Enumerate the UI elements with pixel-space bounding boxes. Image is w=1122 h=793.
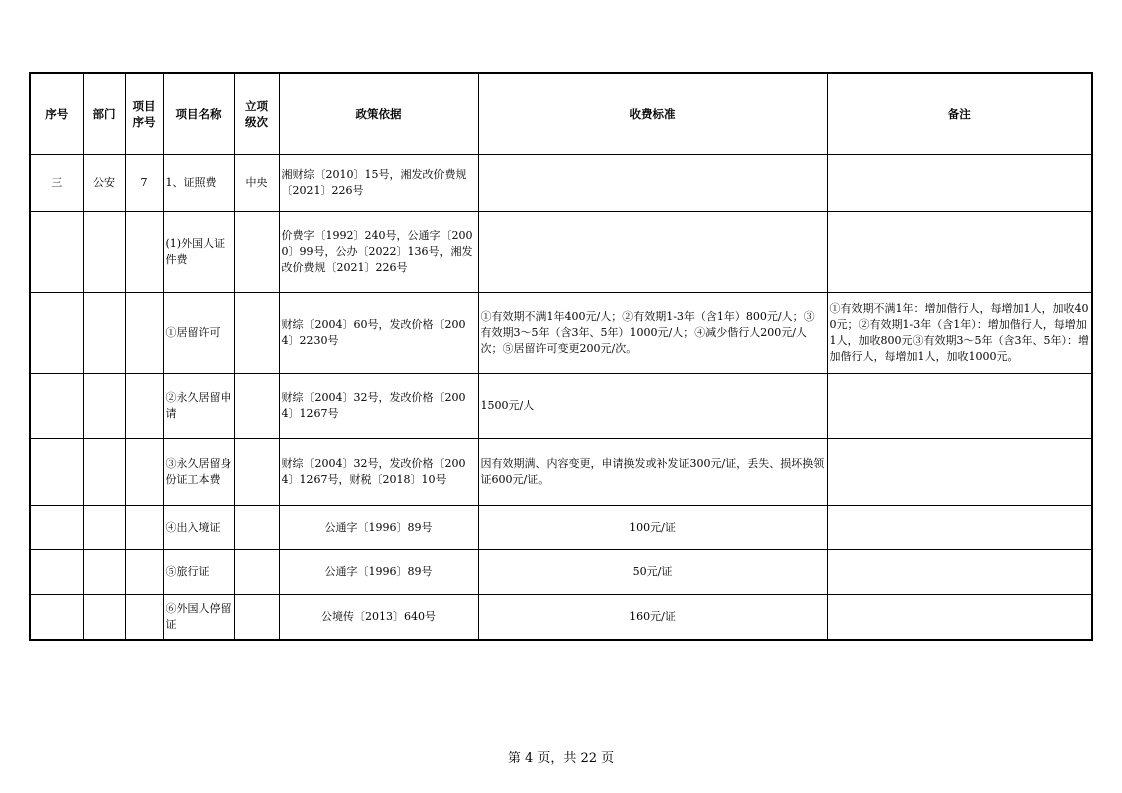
cell-dept: 公安 bbox=[83, 155, 125, 212]
header-cell-name: 项目名称 bbox=[163, 73, 234, 155]
header-cell-note: 备注 bbox=[827, 73, 1092, 155]
cell-standard: 100元/证 bbox=[478, 506, 827, 550]
cell-note bbox=[827, 439, 1092, 506]
table-row bbox=[30, 506, 1092, 550]
header-cell-standard: 收费标准 bbox=[478, 73, 827, 155]
cell-policy: 公通字〔1996〕89号 bbox=[279, 550, 478, 595]
cell-dept bbox=[83, 506, 125, 550]
fee-table bbox=[29, 72, 1093, 641]
cell-dept bbox=[83, 293, 125, 374]
header-row bbox=[30, 73, 1092, 155]
cell-level bbox=[234, 439, 279, 506]
cell-policy: 财综〔2004〕32号，发改价格〔2004〕1267号，财税〔2018〕10号 bbox=[279, 439, 478, 506]
cell-seq bbox=[30, 212, 83, 293]
table-row bbox=[30, 550, 1092, 595]
cell-standard bbox=[478, 155, 827, 212]
cell-note bbox=[827, 374, 1092, 439]
cell-policy: 价费字〔1992〕240号，公通字〔2000〕99号，公办〔2022〕136号，湘发改价费规〔2021〕226号 bbox=[279, 212, 478, 293]
cell-seq bbox=[30, 374, 83, 439]
cell-seq bbox=[30, 595, 83, 640]
cell-level: 中央 bbox=[234, 155, 279, 212]
header-cell-level: 立项 级次 bbox=[234, 73, 279, 155]
cell-seq bbox=[30, 293, 83, 374]
cell-seq: 三 bbox=[30, 155, 83, 212]
cell-name: ③永久居留身份证工本费 bbox=[163, 439, 234, 506]
cell-note: ①有效期不满1年：增加偕行人，每增加1人，加收400元；②有效期1-3年（含1年）：增加偕行人，每增加1人，加收800元③有效期3～5年（含3年、5年）：增加偕行人，每增加1人，加收1000元。 bbox=[827, 293, 1092, 374]
cell-item-no bbox=[125, 374, 163, 439]
cell-level bbox=[234, 293, 279, 374]
table-row bbox=[30, 293, 1092, 374]
cell-name: (1)外国人证件费 bbox=[163, 212, 234, 293]
cell-standard: 因有效期满、内容变更，申请换发或补发证300元/证，丢失、损坏换领证600元/证。 bbox=[478, 439, 827, 506]
table-row bbox=[30, 155, 1092, 212]
cell-note bbox=[827, 550, 1092, 595]
cell-seq bbox=[30, 506, 83, 550]
cell-item-no: 7 bbox=[125, 155, 163, 212]
header-cell-policy: 政策依据 bbox=[279, 73, 478, 155]
cell-dept bbox=[83, 439, 125, 506]
cell-dept bbox=[83, 595, 125, 640]
table-row bbox=[30, 439, 1092, 506]
cell-policy: 公通字〔1996〕89号 bbox=[279, 506, 478, 550]
cell-item-no bbox=[125, 550, 163, 595]
cell-dept bbox=[83, 374, 125, 439]
cell-policy: 财综〔2004〕32号，发改价格〔2004〕1267号 bbox=[279, 374, 478, 439]
cell-item-no bbox=[125, 212, 163, 293]
cell-name: ②永久居留申请 bbox=[163, 374, 234, 439]
header-cell-seq: 序号 bbox=[30, 73, 83, 155]
cell-note bbox=[827, 155, 1092, 212]
cell-standard: 160元/证 bbox=[478, 595, 827, 640]
cell-level bbox=[234, 374, 279, 439]
cell-note bbox=[827, 212, 1092, 293]
table-row bbox=[30, 374, 1092, 439]
cell-item-no bbox=[125, 439, 163, 506]
table-row bbox=[30, 212, 1092, 293]
cell-level bbox=[234, 506, 279, 550]
page-footer: 第 4 页，共 22 页 bbox=[507, 751, 615, 766]
cell-name: ⑤旅行证 bbox=[163, 550, 234, 595]
cell-policy: 财综〔2004〕60号，发改价格〔2004〕2230号 bbox=[279, 293, 478, 374]
cell-standard: 1500元/人 bbox=[478, 374, 827, 439]
cell-item-no bbox=[125, 595, 163, 640]
cell-policy: 公境传〔2013〕640号 bbox=[279, 595, 478, 640]
cell-seq bbox=[30, 550, 83, 595]
cell-item-no bbox=[125, 293, 163, 374]
header-cell-item-no: 项目 序号 bbox=[125, 73, 163, 155]
cell-name: ④出入境证 bbox=[163, 506, 234, 550]
cell-note bbox=[827, 506, 1092, 550]
cell-name: 1、证照费 bbox=[163, 155, 234, 212]
cell-seq bbox=[30, 439, 83, 506]
cell-note bbox=[827, 595, 1092, 640]
header-cell-dept: 部门 bbox=[83, 73, 125, 155]
cell-name: ①居留许可 bbox=[163, 293, 234, 374]
cell-level bbox=[234, 212, 279, 293]
cell-dept bbox=[83, 212, 125, 293]
cell-item-no bbox=[125, 506, 163, 550]
cell-standard bbox=[478, 212, 827, 293]
table-row bbox=[30, 595, 1092, 640]
cell-standard: ①有效期不满1年400元/人；②有效期1-3年（含1年）800元/人；③有效期3～5年（含3年、5年）1000元/人；④减少偕行人200元/人次；⑤居留许可变更200元/次。 bbox=[478, 293, 827, 374]
cell-standard: 50元/证 bbox=[478, 550, 827, 595]
cell-name: ⑥外国人停留证 bbox=[163, 595, 234, 640]
cell-dept bbox=[83, 550, 125, 595]
cell-policy: 湘财综〔2010〕15号，湘发改价费规〔2021〕226号 bbox=[279, 155, 478, 212]
cell-level bbox=[234, 595, 279, 640]
cell-level bbox=[234, 550, 279, 595]
